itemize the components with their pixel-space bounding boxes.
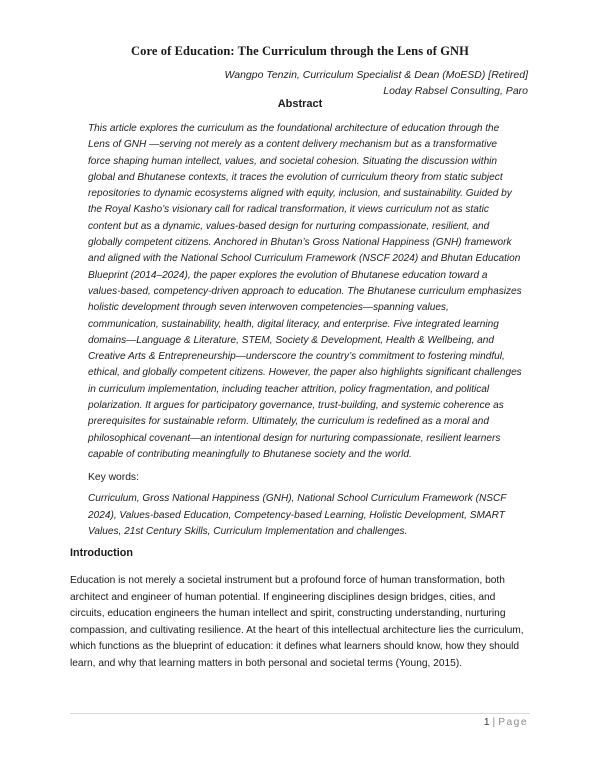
introduction-paragraph: Education is not merely a societal instrument but a profound force of human transformation, both architect and engineer of human potential. If engineering disciplines design bridges, cities, and circuits, education engineers the human intellect and spirit, constructing understanding, nurturing compassion, and cultivating resilience. At the heart of this intellectual architecture lies the curriculum, which functions as the blueprint of education: it defines what learners should know, how they should learn, and why that learning matters in both personal and societal terms (Young, 2015). [70,575,524,669]
page-footer [484,717,528,728]
keywords-label: Key words: [88,472,139,483]
author-organization: Loday Rabsel Consulting, Paro [383,85,528,97]
page-number: 1 [483,717,490,728]
footer-separator: | [492,717,496,728]
section-heading-introduction: Introduction [70,547,133,559]
keywords-text: Curriculum, Gross National Happiness (GNH), National School Curriculum Framework (NSCF 2024), Values-based Education, Competency-based Learning, Holistic Development, SMART Values, 21st Century Skills, Curriculum Implementation and challenges. [88,493,507,537]
author-affiliation: Wangpo Tenzin, Curriculum Specialist & Dean (MoESD) [Retired] [224,69,528,81]
abstract-heading: Abstract [277,98,323,110]
paper-title: Core of Education: The Curriculum through the Lens of GNH [130,44,469,58]
footer-divider [70,713,530,714]
abstract-text: This article explores the curriculum as the foundational architecture of education through the Lens of GNH —serving not merely as a content delivery mechanism but as a transformative force shaping human intellect, values, and societal cohesion. Situating the discussion within global and Bhutanese contexts, it traces the evolution of curriculum theory from static subject repositories to dynamic ecosystems aligned with equity, inclusion, and sustainability. Guided by the Royal Kasho’s visionary call for radical transformation, it views curriculum not as static content but as a dynamic, values-based design for nurturing compassionate, resilient, and globally competent citizens. Anchored in Bhutan’s Gross National Happiness (GNH) framework and aligned with the National School Curriculum Framework (NSCF 2024) and Bhutan Education Blueprint (2014–2024), the paper explores the evolution of Bhutanese education toward a values-based, competency-driven approach to education. The Bhutanese curriculum emphasizes holistic development through seven interwoven competencies—spanning values, communication, sustainability, health, digital literacy, and enterprise. Five integrated learning domains—Language & Literature, STEM, Society & Development, Health & Wellbeing, and Creative Arts & Entrepreneurship—underscore the country’s commitment to fostering mindful, ethical, and globally competent citizens. However, the paper also highlights significant challenges in curriculum implementation, including teacher attrition, policy fragmentation, and political polarization. It argues for participatory governance, trust-building, and systemic coherence as prerequisites for sustainable reform. Ultimately, the curriculum is redefined as a moral and philosophical covenant—an intentional design for nurturing compassionate, resilient learners capable of contributing meaningfully to Bhutanese society and the world. [88,123,522,460]
page-word: Page [498,717,528,728]
